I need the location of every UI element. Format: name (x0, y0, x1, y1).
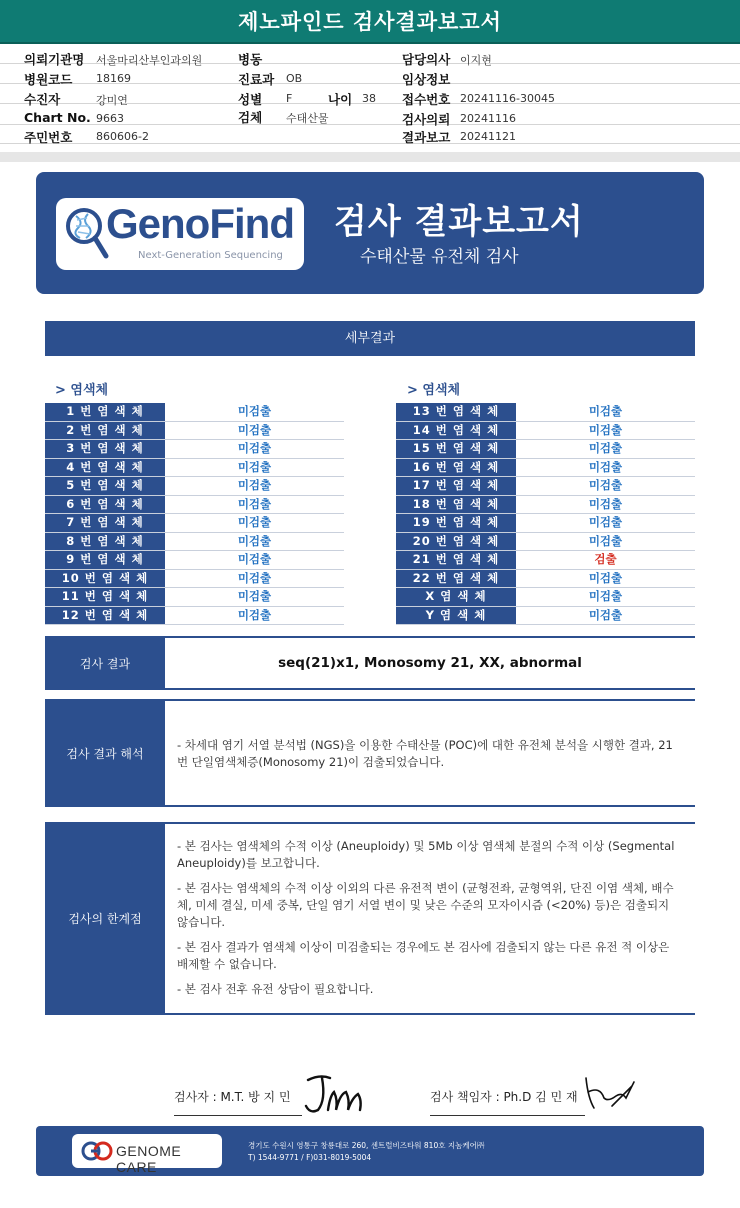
physician-label: 담당의사 (402, 52, 451, 67)
test-result-cell (165, 638, 695, 688)
chromosome-name: 13 번 염 색 체 (396, 403, 516, 421)
age-label: 나이 (328, 92, 353, 107)
chromosome-row (396, 551, 695, 570)
company-phone: T) 1544-9771 / F)031-8019-5004 (248, 1153, 372, 1162)
department-label: 진료과 (238, 72, 275, 87)
sex-label: 성별 (238, 92, 263, 107)
chromosome-result: 미검출 (237, 441, 272, 455)
limitation-item: - 본 검사 결과가 염색체 이상이 미검출되는 경우에도 본 검사에 검출되지 않는 다른 유전 적 이상은 배제할 수 없습니다. (177, 940, 670, 971)
chromosome-result: 미검출 (237, 533, 272, 548)
specimen-value: 수태산물 (286, 112, 329, 125)
report-banner (36, 172, 704, 294)
requesting-institution-label: 의뢰기관명 (24, 52, 85, 67)
chromosome-result: 미검출 (588, 496, 623, 511)
hospital-code-value: 18169 (96, 72, 131, 85)
chromosome-row (45, 403, 344, 422)
chromosome-name: 8 번 염 색 체 (45, 533, 165, 551)
detailed-results-header (45, 321, 695, 356)
info-divider (0, 143, 740, 144)
chromosome-row (396, 403, 695, 422)
chromosome-result: 미검출 (237, 496, 272, 511)
chromosome-name: Y 염 색 체 (396, 607, 516, 625)
chromosome-result: 검출 (594, 552, 617, 566)
limitation-item: - 본 검사는 염색체의 수적 이상 (Aneuploidy) 및 5Mb 이상 염색체 분절의 수적 이상 (Segmental Aneuploidy)를 보고합니다. (177, 839, 675, 870)
department-value: OB (286, 72, 303, 85)
right-heading-text: 염색체 (422, 383, 461, 398)
chromosome-row (45, 477, 344, 496)
chromosome-result: 미검출 (588, 589, 623, 603)
chromosome-row (45, 459, 344, 478)
chromosome-row (45, 588, 344, 607)
physician-value: 이지현 (460, 54, 492, 67)
chromosome-result: 미검출 (588, 533, 623, 548)
chromosome-result: 미검출 (237, 422, 272, 437)
chromosome-name: 10 번 염 색 체 (45, 570, 165, 588)
chromosome-result: 미검출 (588, 422, 623, 437)
chart-no-value: 9663 (96, 112, 124, 125)
chromosome-name: 5 번 염 색 체 (45, 477, 165, 495)
resident-number-value: 860606-2 (96, 130, 149, 143)
chromosome-row (45, 570, 344, 589)
banner-title: 검사 결과보고서 (334, 202, 584, 242)
chromosome-row (45, 514, 344, 533)
chromosome-row (396, 459, 695, 478)
chromosome-result: 미검출 (588, 607, 623, 622)
chromosome-name: X 염 색 체 (396, 588, 516, 606)
age-value: 38 (362, 92, 376, 105)
left-heading-text: 염색체 (70, 383, 109, 398)
company-address: 경기도 수원시 영통구 창룡대로 260, 센트럴비즈타워 810호 지놈케어㈜ (248, 1141, 485, 1150)
company-name: GENOME CARE (116, 1143, 182, 1175)
chromosome-row (396, 422, 695, 441)
chromosome-name: 14 번 염 색 체 (396, 422, 516, 440)
receipt-number-value: 20241116-30045 (460, 92, 555, 105)
clinical-info-label: 임상정보 (402, 72, 451, 87)
limitations-label: 검사의 한계점 (45, 824, 165, 1013)
test-result-row (45, 636, 695, 690)
supervisor-signature-mark (582, 1072, 638, 1114)
footer-bar (36, 1126, 704, 1176)
limitations-cell (165, 824, 695, 1013)
ward-label: 병동 (238, 52, 263, 67)
chromosome-name: 2 번 염 색 체 (45, 422, 165, 440)
limitations-row (45, 822, 695, 1015)
limitation-item: - 본 검사 전후 유전 상담이 필요합니다. (177, 982, 374, 996)
genome-care-logo (72, 1134, 222, 1175)
chromosome-name: 9 번 염 색 체 (45, 551, 165, 569)
chevron-right-icon: > (407, 383, 423, 398)
chromosome-table-left (45, 403, 344, 625)
chromosome-name: 12 번 염 색 체 (45, 607, 165, 625)
chart-no-label: Chart No. (24, 110, 91, 125)
chromosome-result: 미검출 (237, 570, 272, 585)
request-date-label: 검사의뢰 (402, 112, 451, 127)
chromosome-name: 15 번 염 색 체 (396, 440, 516, 458)
supervisor-signature-label: 검사 책임자 : Ph.D 김 민 재 (430, 1090, 578, 1104)
resident-number-label: 주민번호 (24, 130, 73, 145)
chromosome-result: 미검출 (237, 404, 272, 418)
chromosome-row (396, 440, 695, 459)
interpretation-row (45, 699, 695, 807)
chromosome-name: 20 번 염 색 체 (396, 533, 516, 551)
patient-name-value: 강미연 (96, 94, 128, 107)
chromosome-row (45, 551, 344, 570)
report-date-label: 결과보고 (402, 130, 451, 145)
chevron-right-icon: > (55, 383, 71, 398)
interpretation-text: - 차세대 염기 서열 분석법 (NGS)을 이용한 수태산물 (POC)에 대한 유전체 분석을 시행한 결과, 21번 단일염색체증(Monosomy 21)이 검출되었습니다. (177, 738, 673, 769)
interpretation-label: 검사 결과 해석 (45, 701, 165, 805)
supervisor-signature-line (430, 1115, 585, 1116)
requesting-institution-value: 서울마리산부인과의원 (96, 54, 203, 67)
chromosome-name: 4 번 염 색 체 (45, 459, 165, 477)
chromosome-result: 미검출 (237, 515, 272, 529)
report-title-bar (0, 0, 740, 44)
chromosome-result: 미검출 (237, 589, 272, 603)
chromosome-row (45, 533, 344, 552)
chromosome-result: 미검출 (237, 478, 272, 492)
chromosome-row (396, 477, 695, 496)
interpretation-cell (165, 701, 695, 805)
request-date-value: 20241116 (460, 112, 516, 125)
chromosome-name: 6 번 염 색 체 (45, 496, 165, 514)
patient-name-label: 수진자 (24, 92, 61, 107)
chromosome-name: 7 번 염 색 체 (45, 514, 165, 532)
chromosome-row (45, 496, 344, 515)
chromosome-name: 16 번 염 색 체 (396, 459, 516, 477)
genofind-logo (56, 198, 304, 270)
sex-value: F (286, 92, 293, 105)
specimen-label: 검체 (238, 110, 263, 125)
chromosome-result: 미검출 (588, 515, 623, 529)
patient-info (0, 44, 740, 156)
chromosome-result: 미검출 (588, 478, 623, 492)
banner-subtitle: 수태산물 유전체 검사 (360, 247, 519, 267)
test-result-label: 검사 결과 (45, 638, 165, 688)
receipt-number-label: 접수번호 (402, 92, 451, 107)
chromosome-result: 미검출 (237, 459, 272, 474)
section-title: 세부결과 (344, 331, 396, 346)
limitation-item: - 본 검사는 염색체의 수적 이상 이외의 다른 유전적 변이 (균형전좌, 균형역위, 단진 이염 색체, 배수체, 미세 결실, 미세 중복, 단일 염기 서열 변이 및 낮은 수준의 모자이시즘 (<20%) 등)은 검출되지 않습니다. (177, 881, 674, 929)
chromosome-name: 18 번 염 색 체 (396, 496, 516, 514)
chromosome-row (45, 607, 344, 626)
chromosome-row (396, 588, 695, 607)
separator-band (0, 152, 740, 162)
chromosome-name: 22 번 염 색 체 (396, 570, 516, 588)
logo-wordmark: GenoFind (106, 200, 294, 247)
chromosome-name: 1 번 염 색 체 (45, 403, 165, 421)
left-chromosome-heading (55, 379, 108, 398)
tester-signature-mark (300, 1070, 372, 1116)
chromosome-row (45, 440, 344, 459)
chromosome-result: 미검출 (588, 570, 623, 585)
right-chromosome-heading (407, 379, 460, 398)
tester-signature-label: 검사자 : M.T. 방 지 민 (174, 1090, 291, 1104)
chromosome-result: 미검출 (588, 459, 623, 474)
chromosome-table-right (396, 403, 695, 625)
chromosome-row (45, 422, 344, 441)
chromosome-name: 17 번 염 색 체 (396, 477, 516, 495)
report-title: 제노파인드 검사결과보고서 (238, 10, 502, 34)
report-date-value: 20241121 (460, 130, 516, 143)
chromosome-name: 3 번 염 색 체 (45, 440, 165, 458)
chromosome-row (396, 496, 695, 515)
chromosome-row (396, 607, 695, 626)
chromosome-result: 미검출 (588, 441, 623, 455)
chromosome-result: 미검출 (588, 404, 623, 418)
magnifier-dna-icon (64, 204, 110, 264)
chromosome-row (396, 533, 695, 552)
chromosome-name: 11 번 염 색 체 (45, 588, 165, 606)
chromosome-name: 21 번 염 색 체 (396, 551, 516, 569)
test-result-value: seq(21)x1, Monosomy 21, XX, abnormal (278, 654, 582, 671)
chromosome-result: 미검출 (237, 607, 272, 622)
tester-signature-line (174, 1115, 302, 1116)
hospital-code-label: 병원코드 (24, 72, 73, 87)
chromosome-row (396, 514, 695, 533)
company-contact (248, 1140, 484, 1164)
chromosome-result: 미검출 (237, 552, 272, 566)
chromosome-row (396, 570, 695, 589)
logo-tagline: Next-Generation Sequencing (138, 250, 283, 261)
genome-care-mark-icon (80, 1139, 114, 1163)
chromosome-name: 19 번 염 색 체 (396, 514, 516, 532)
